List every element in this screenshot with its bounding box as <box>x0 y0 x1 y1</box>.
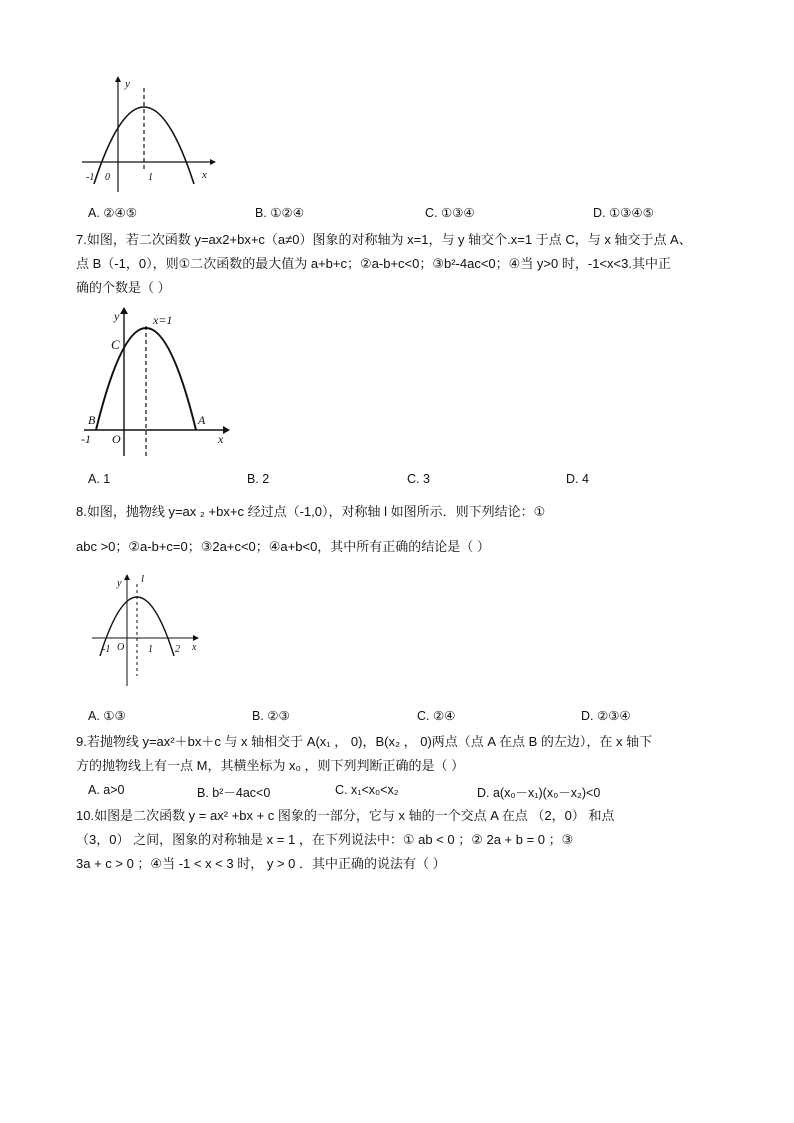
x-axis-arrow <box>223 426 230 434</box>
neg1-label: -1 <box>81 432 91 446</box>
q7-text-line1: 7.如图，若二次函数 y=ax2+bx+c（a≠0）图象的对称轴为 x=1，与 y 轴交个.x=1 于点 C，与 x 轴交于点 A、 <box>76 232 692 247</box>
q9-option-b[interactable]: B. b²－4ac<0 <box>197 786 271 800</box>
q8-parabola-figure <box>90 572 210 690</box>
q8-option-b[interactable]: B. ②③ <box>252 709 290 723</box>
q6-option-a[interactable]: A. ②④⑤ <box>88 206 137 220</box>
q7-text-line3: 确的个数是（ ） <box>76 280 171 295</box>
origin-label: O <box>117 642 125 653</box>
q9-option-d[interactable]: D. a(x₀－x₁)(x₀－x₂)<0 <box>477 786 601 800</box>
y-axis-arrow <box>120 307 128 314</box>
q7-option-a[interactable]: A. 1 <box>88 472 111 486</box>
q6-option-b[interactable]: B. ①②④ <box>255 206 304 220</box>
x-axis-arrow <box>210 159 216 165</box>
y-axis-arrow <box>124 574 130 580</box>
q7-option-d[interactable]: D. 4 <box>566 472 589 486</box>
q8-option-d[interactable]: D. ②③④ <box>581 709 631 723</box>
y-label: y <box>125 78 130 90</box>
neg1-label: -1 <box>86 172 95 183</box>
one-label: 1 <box>148 172 153 183</box>
point-b-label: B <box>88 413 96 427</box>
two-label: 2 <box>175 644 180 655</box>
point-c-label: C <box>111 337 120 352</box>
q9-text-line1: 9.若抛物线 y=ax²＋bx＋c 与 x 轴相交于 A(x₁ ， 0)，B(x₂ ， 0)两点（点 A 在点 B 的左边），在 x 轴下 <box>76 734 653 749</box>
q9-option-c[interactable]: C. x₁<x₀<x₂ <box>335 783 399 797</box>
q8-text-line1: 8.如图，抛物线 y=ax ₂ +bx+c 经过点（-1,0），对称轴 l 如图所示．则下列结论：① <box>76 504 546 519</box>
q7-option-c[interactable]: C. 3 <box>407 472 430 486</box>
x-axis-arrow <box>193 635 199 641</box>
x-label: x <box>218 432 224 446</box>
point-a-label: A <box>198 413 206 427</box>
q8-option-c[interactable]: C. ②④ <box>417 709 456 723</box>
q10-text-line2: （3，0） 之间，图象的对称轴是 x = 1 ，在下列说法中：① ab < 0 ；② 2a + b = 0 ；③ <box>76 832 574 847</box>
axis-x1-label: x=1 <box>153 313 173 327</box>
q6-option-c[interactable]: C. ①③④ <box>425 206 475 220</box>
origin-label: 0 <box>105 172 110 183</box>
y-label: y <box>114 309 120 323</box>
q7-option-b[interactable]: B. 2 <box>247 472 270 486</box>
q10-text-line3: 3a + c > 0 ；④当 -1 < x < 3 时， y > 0 ．其中正确的说法有（ ） <box>76 856 446 871</box>
x-label: x <box>202 169 207 181</box>
origin-label: O <box>112 432 121 446</box>
l-label: l <box>141 573 145 585</box>
y-axis-arrow <box>115 76 121 82</box>
q9-option-a[interactable]: A. a>0 <box>88 783 125 797</box>
q9-text-line2: 方的抛物线上有一点 M，其横坐标为 x₀ ，则下列判断正确的是（ ） <box>76 758 465 773</box>
y-label: y <box>117 578 122 589</box>
neg1-label: -1 <box>102 644 111 655</box>
q7-text-line2: 点 B（-1，0），则①二次函数的最大值为 a+b+c；②a-b+c<0；③b²-4ac<0；④当 y>0 时，-1<x<3.其中正 <box>76 256 671 271</box>
q6-parabola-figure <box>78 74 218 196</box>
q8-text-line2: abc >0；②a-b+c=0；③2a+c<0；④a+b<0，其中所有正确的结论是（ ） <box>76 539 490 554</box>
q6-option-d[interactable]: D. ①③④⑤ <box>593 206 654 220</box>
q8-option-a[interactable]: A. ①③ <box>88 709 126 723</box>
q7-parabola-figure <box>78 306 238 462</box>
x-label: x <box>192 642 197 653</box>
one-label: 1 <box>148 644 153 655</box>
q10-text-line1: 10.如图是二次函数 y = ax² +bx + c 图象的一部分，它与 x 轴的一个交点 A 在点 （2，0） 和点 <box>76 808 615 823</box>
